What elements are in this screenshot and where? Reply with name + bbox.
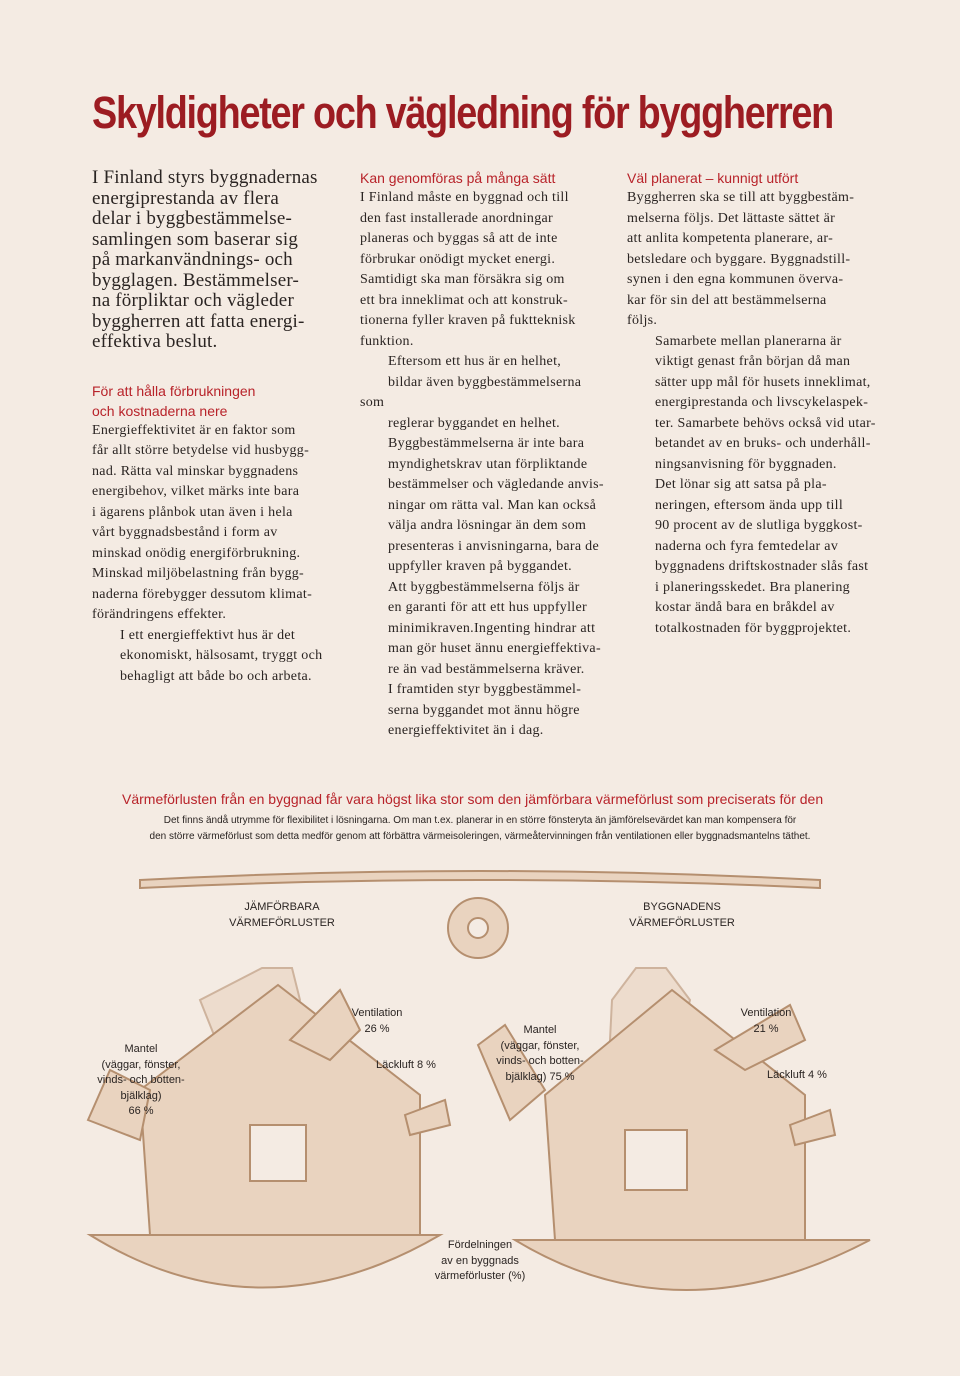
text-line: ekonomiskt, hälsosamt, tryggt och (120, 648, 323, 663)
text-line: uppfyller kraven på byggandet. (388, 559, 572, 574)
figure-title: Värmeförlusten från en byggnad får vara högst lika stor som den jämförbara värmeförlust som preciserats för den (122, 791, 824, 807)
text-line: Fördelningen (447, 1239, 513, 1251)
subheading-many-ways: Kan genomföras på många sätt (360, 170, 556, 186)
text-line: naderna och fyra femtedelar av (655, 538, 839, 554)
text-line: ningar om rätta val. Man kan också (388, 497, 597, 513)
text-line: För att hålla förbrukningen (92, 382, 256, 399)
text-line: energieffektivitet än i dag. (388, 723, 544, 738)
text-line: Ventilation (740, 1007, 792, 1019)
text-line: en garanti för att ett hus uppfyller (388, 600, 587, 615)
text-line: vinds- och botten- (97, 1074, 185, 1086)
text-line: serna byggandet mot ännu högre (388, 702, 580, 718)
text-line: totalkostnaden för byggprojektet. (655, 620, 852, 636)
text-line: ningsanvisning för byggnaden. (655, 456, 837, 472)
text-line: Eftersom ett hus är en helhet, (388, 354, 562, 369)
text-line: I Finland måste en byggnad och till (360, 190, 569, 205)
text-line: man gör huset ännu energieffektiva- (388, 641, 601, 656)
text-line: förbrukar onödigt mycket energi. (360, 251, 556, 267)
text-line: na förpliktar och vägleder (92, 290, 294, 311)
text-line: ett bra inneklimat och att konstruk- (360, 292, 568, 308)
text-line: förändringens effekter. (92, 607, 227, 622)
page-title: Skyldigheter och vägledning för byggherren (92, 87, 834, 138)
text-line: kar för sin del att bestämmelserna (627, 292, 827, 308)
text-line: Ventilation (351, 1007, 403, 1019)
text-line: Det lönar sig att satsa på pla- (655, 477, 827, 492)
right-pan (515, 1240, 870, 1290)
text-line: bildar även byggbestämmelserna som (360, 374, 582, 410)
text-line: Mantel (124, 1043, 158, 1055)
text-line: byggnadens driftskostnader slås fast (655, 559, 869, 574)
text-line: funktion. (360, 333, 414, 349)
left-house-window (250, 1125, 306, 1181)
text-line: Byggherren ska se till att byggbestäm- (627, 190, 855, 205)
text-line: bjälklag) (120, 1089, 162, 1102)
text-line: energiprestanda och livscykelaspek- (655, 395, 869, 410)
text-line: kostar ändå bara en bråkdel av (655, 600, 835, 615)
text-line: betsledare och byggare. Byggnadstill- (627, 251, 851, 267)
right-house-window (625, 1130, 687, 1190)
text-line: den fast installerade anordningar (360, 210, 553, 226)
text-line: följs. (627, 313, 658, 328)
text-line: I ett energieffektivt hus är det (120, 627, 296, 643)
right-vent-label (735, 1006, 797, 1037)
text-line: Det finns ändå utrymme för flexibilitet i lösningarna. Om man t.ex. planerar in en större fönsteryta än jämförelsevärdet kan man kompensera för (163, 815, 797, 826)
text-line: betandet av en bruks- och underhåll- (655, 436, 871, 451)
text-line: effektiva beslut. (92, 331, 218, 352)
text-line: den större värmeförlust som detta medför genom att förbättra värmeisoleringen, värmeåtervinningen från ventilationen eller byggnadsmantelns täthet. (149, 831, 811, 842)
text-line: bygglagen. Bestämmelser- (92, 269, 300, 291)
text-line: viktigt genast från början då man (655, 354, 851, 369)
left-leak-label: Läckluft 8 % (376, 1059, 436, 1071)
text-line: energiprestanda av flera (92, 187, 279, 209)
text-line: (väggar, fönster, (101, 1058, 181, 1071)
text-line: minskad onödig energiförbrukning. (92, 545, 301, 561)
text-line: presenteras i anvisningarna, bara de (388, 538, 599, 554)
text-line: och kostnaderna nere (92, 402, 228, 419)
right-mantel-label (494, 1023, 586, 1085)
text-line: nad. Rätta val minskar byggnadens (92, 463, 299, 479)
text-line: neringen, eftersom ända upp till (655, 497, 844, 513)
text-line: (väggar, fönster, (500, 1039, 580, 1052)
text-line: bestämmelser och vägledande anvis- (388, 477, 604, 492)
subheading-well-planned: Väl planerat – kunnigt utfört (627, 170, 799, 186)
text-line: Samarbete mellan planerarna är (655, 333, 842, 349)
text-line: i ägarens plånbok utan även i hela (92, 504, 293, 520)
text-line: myndighetskrav utan förpliktande (388, 456, 588, 472)
text-line: Att byggbestämmelserna följs är (388, 579, 580, 595)
left-pan (90, 1235, 440, 1288)
text-line: Mantel (523, 1024, 557, 1036)
text-line: Energieffektivitet är en faktor som (92, 422, 296, 438)
right-heading: BYGGNADENS VÄRMEFÖRLUSTER (629, 901, 735, 929)
text-line: tionerna fyller kraven på fuktteknisk (360, 313, 576, 328)
text-line: melserna följs. Det lättaste sättet är (627, 210, 836, 226)
text-line: 90 procent av de slutliga byggkost- (655, 518, 863, 533)
text-line: sätter upp mål för husets inneklimat, (655, 374, 871, 390)
text-line: 21 % (753, 1022, 779, 1035)
text-line: energibehov, vilket märks inte bara (92, 484, 300, 499)
text-line: samlingen som baserar sig (92, 228, 299, 250)
text-line: ter. Samarbete behövs också vid utar- (655, 415, 876, 431)
text-line: välja andra lösningar än dem som (388, 518, 587, 533)
text-line: Minskad miljöbelastning från bygg- (92, 566, 305, 581)
figure-caption (420, 1238, 540, 1285)
text-line: I framtiden styr byggbestämmel- (388, 682, 582, 697)
text-line: Byggbestämmelserna är inte bara (388, 436, 585, 451)
text-line: av en byggnads (441, 1254, 519, 1267)
scale-beam (140, 871, 820, 888)
text-line: minimikraven.Ingenting hindrar att (388, 620, 596, 636)
text-line: 26 % (364, 1022, 390, 1035)
text-line: värmeförluster (%) (434, 1270, 526, 1282)
text-line: behagligt att både bo och arbeta. (120, 668, 312, 684)
text-line: att anlita kompetenta planerare, ar- (627, 231, 834, 246)
text-line: planeras och byggas så att de inte (360, 231, 558, 246)
text-line: i planeringsskedet. Bra planering (655, 579, 850, 595)
text-line: bjälklag) 75 % (505, 1070, 575, 1083)
text-line: re än vad bestämmelserna kräver. (388, 661, 585, 677)
text-line: byggherren att fatta energi- (92, 310, 305, 332)
text-line: Samtidigt ska man försäkra sig om (360, 272, 565, 287)
text-line: naderna förebygger dessutom klimat- (92, 586, 313, 602)
left-vent-label (342, 1006, 412, 1037)
text-line: vårt byggnadsbestånd i form av (92, 525, 278, 540)
text-line: delar i byggbestämmelse- (92, 208, 293, 229)
text-line: 66 % (128, 1105, 154, 1117)
text-line: på markanvändnings- och (92, 249, 293, 270)
right-leak-label: Läckluft 4 % (767, 1069, 827, 1081)
left-mantel-label (92, 1042, 190, 1120)
left-heading: JÄMFÖRBARA VÄRMEFÖRLUSTER (229, 901, 335, 929)
text-line: I Finland styrs byggnadernas (92, 167, 318, 188)
text-line: reglerar byggandet en helhet. (388, 415, 560, 431)
text-line: synen i den egna kommunen överva- (627, 272, 844, 287)
text-line: vinds- och botten- (496, 1055, 584, 1067)
text-line: får allt större betydelse vid husbygg- (92, 443, 310, 458)
